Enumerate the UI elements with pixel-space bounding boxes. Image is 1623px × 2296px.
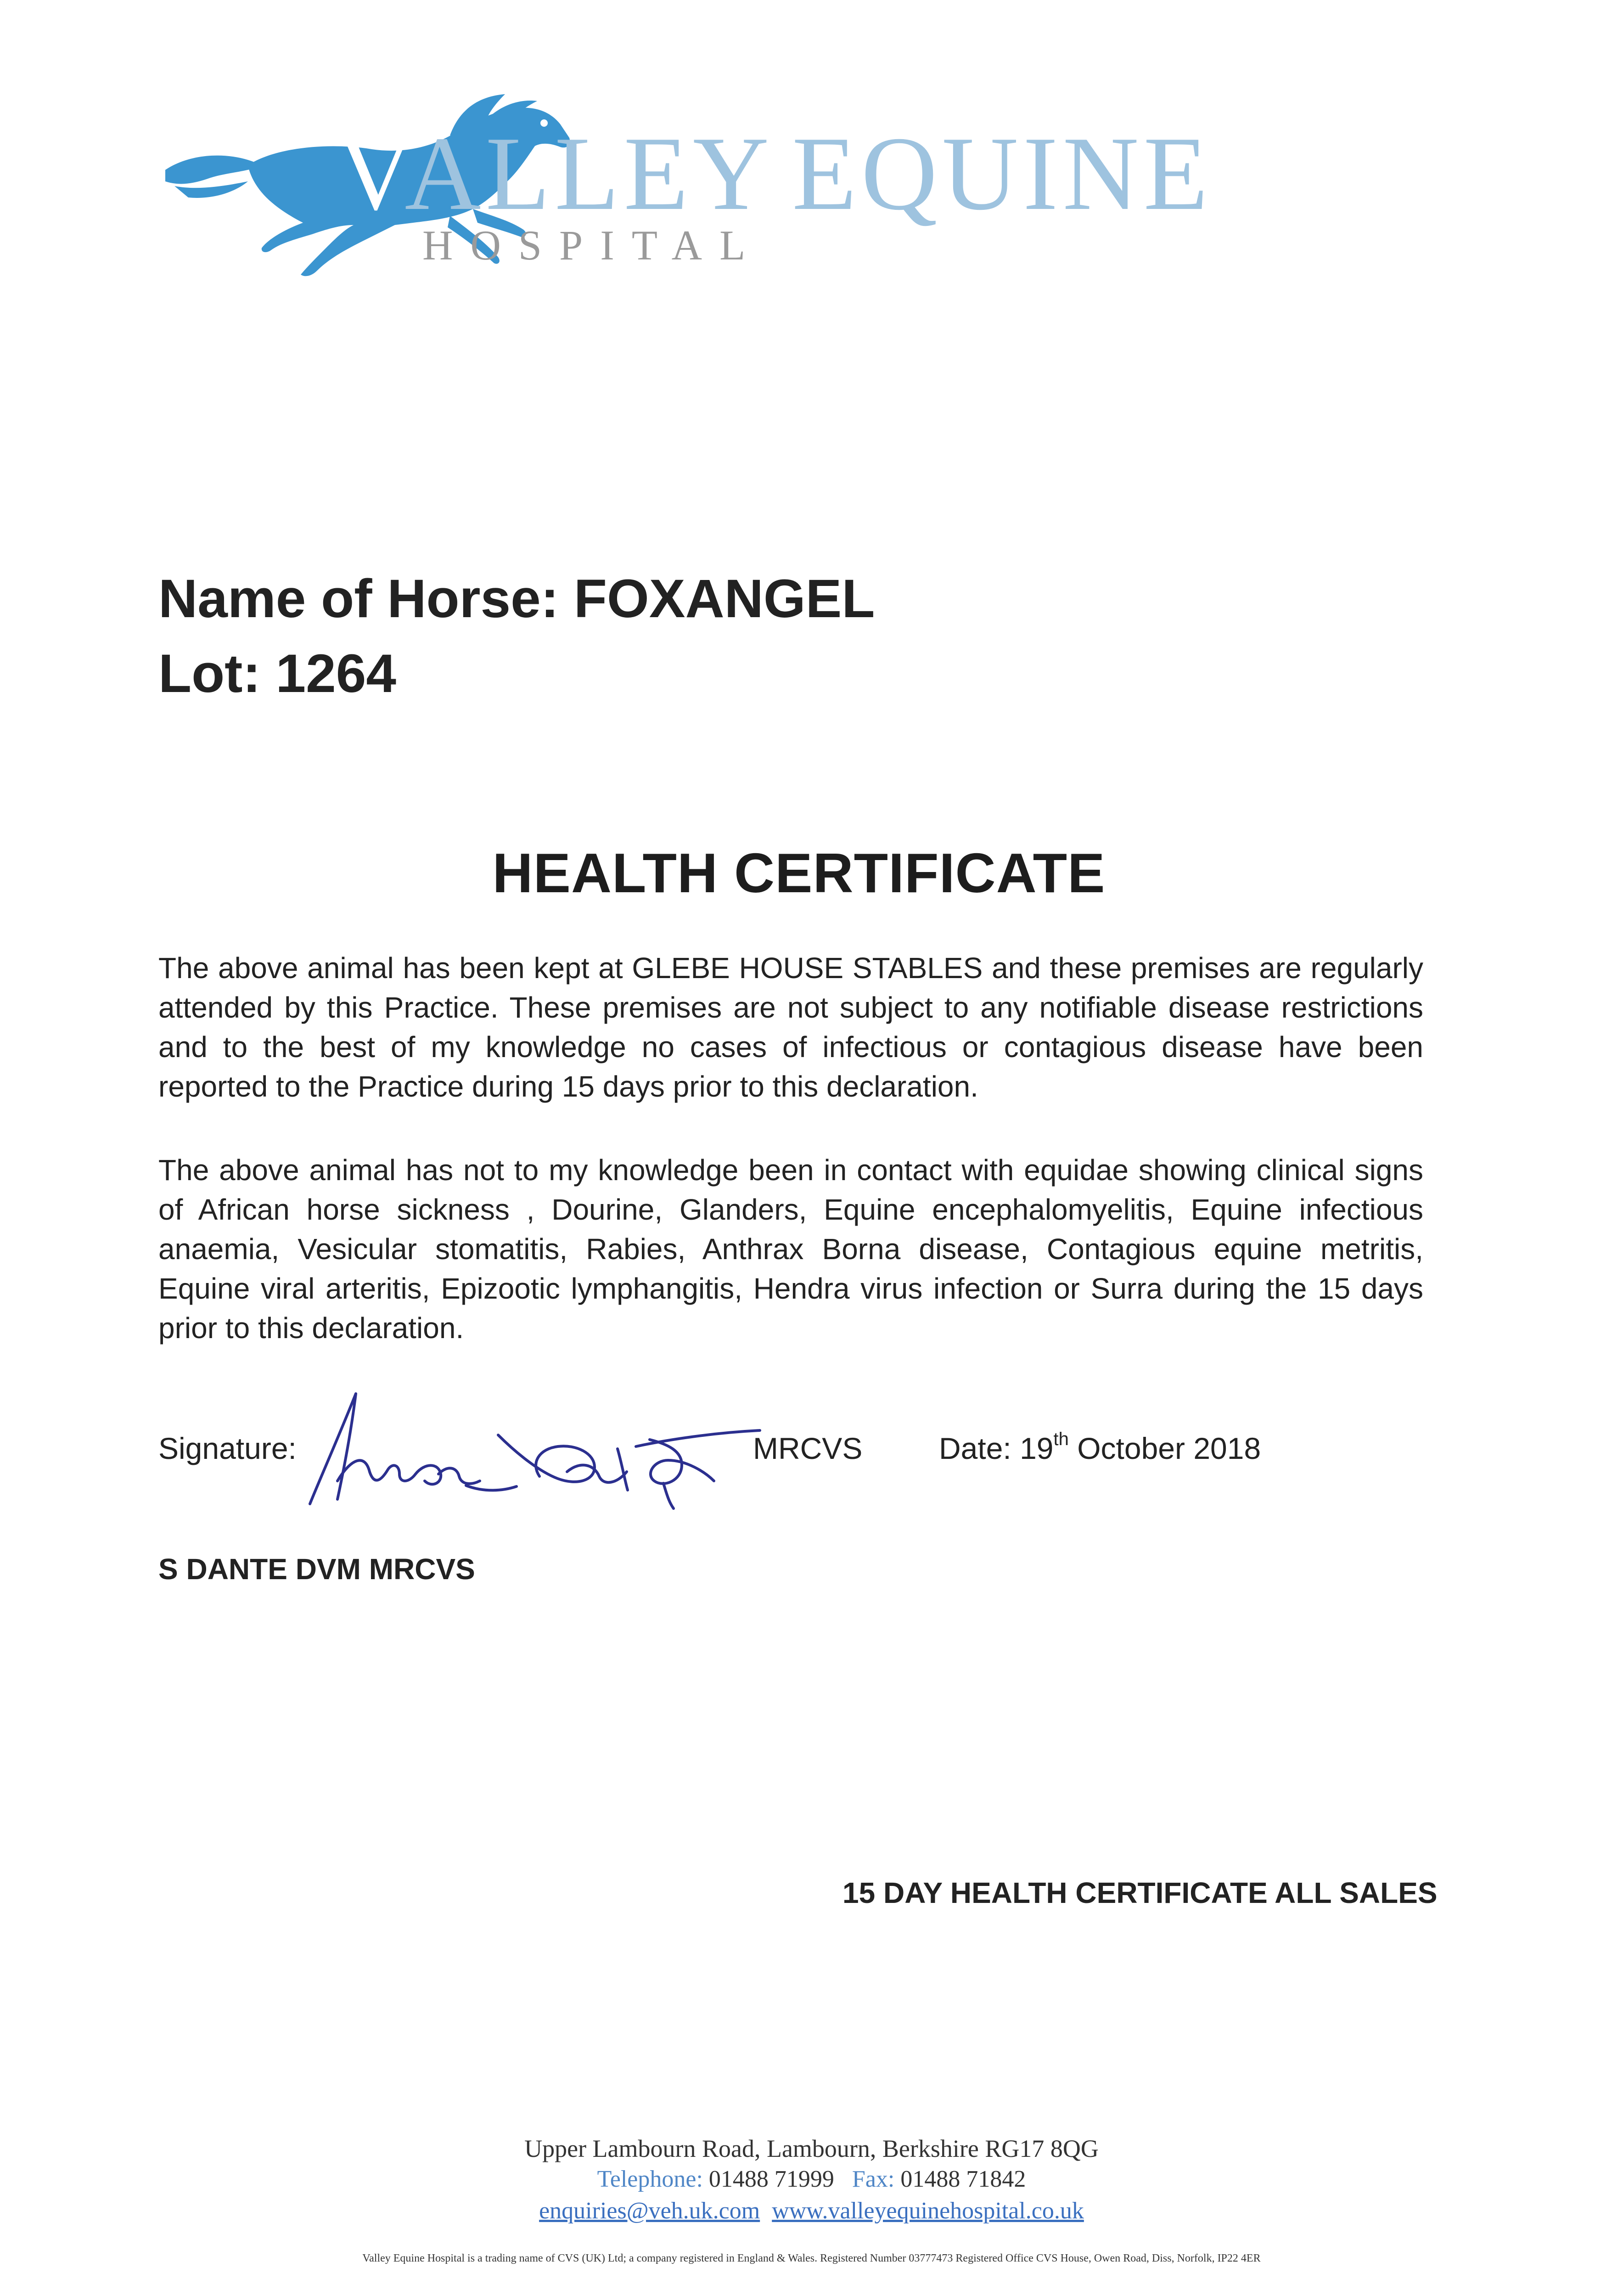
- telephone-label: Telephone:: [597, 2166, 703, 2192]
- footer-legal: Valley Equine Hospital is a trading name of CVS (UK) Ltd; a company registered in England & Wales. Registered Number 03777473 Registered Office CVS House, Owen Road, Diss, Norfolk, IP22 4ER: [362, 2252, 1261, 2264]
- logo-wordmark: VALLEY EQUINE: [337, 115, 1213, 232]
- email-link[interactable]: enquiries@veh.uk.com: [539, 2198, 760, 2224]
- signature-suffix: MRCVS: [753, 1431, 863, 1465]
- vet-name: S DANTE DVM MRCVS: [158, 1553, 475, 1586]
- premises-declaration-paragraph: The above animal has been kept at GLEBE HOUSE STABLES and these premises are regularly attended by this Practice. These premises are not subject to any notifiable disease restrictions and to the best of my knowledge no cases of infectious or contagious disease have been reported to the Practice during 15 days prior to this declaration.: [158, 951, 1423, 1103]
- lot-label: Lot:: [158, 643, 261, 704]
- certificate-title: HEALTH CERTIFICATE: [492, 842, 1106, 904]
- horse-name-label: Name of Horse:: [158, 568, 559, 629]
- logo-subtitle: HOSPITAL: [422, 222, 763, 269]
- footer-contact-numbers: [0, 2166, 1623, 2193]
- date-ordinal: th: [1053, 1429, 1069, 1449]
- date-day: 19: [1020, 1431, 1054, 1465]
- telephone-number: 01488 71999: [708, 2166, 834, 2192]
- website-link[interactable]: www.valleyequinehospital.co.uk: [772, 2198, 1084, 2224]
- lot-value: 1264: [275, 643, 397, 704]
- valley-equine-logo: [156, 92, 1213, 289]
- signature-row: [158, 1428, 1444, 1497]
- sales-note: 15 DAY HEALTH CERTIFICATE ALL SALES: [842, 1876, 1438, 1909]
- date-month-year: October 2018: [1077, 1431, 1261, 1465]
- horse-name-line: [158, 568, 875, 629]
- footer-links: [0, 2197, 1623, 2224]
- fax-number: 01488 71842: [900, 2166, 1026, 2192]
- fax-label: Fax:: [852, 2166, 895, 2192]
- galloping-horse-icon: [156, 92, 1213, 289]
- date-label: Date:: [939, 1431, 1011, 1465]
- disease-contact-paragraph: The above animal has not to my knowledge been in contact with equidae showing clinical signs of African horse sickness , Dourine, Glanders, Equine encephalomyelitis, Equine infectious anaemia, Vesicular stomatitis, Rabies, Anthrax Borna disease, Contagious equine metritis, Equine viral arteritis, Epizootic lymphangitis, Hendra virus infection or Surra during the 15 days prior to this declaration.: [158, 1154, 1423, 1345]
- lot-line: [158, 643, 397, 704]
- certificate-date: [939, 1431, 1261, 1466]
- footer-address: Upper Lambourn Road, Lambourn, Berkshire RG17 8QG: [524, 2135, 1099, 2162]
- signature-label: Signature:: [158, 1431, 297, 1465]
- horse-name-value: FOXANGEL: [573, 568, 875, 629]
